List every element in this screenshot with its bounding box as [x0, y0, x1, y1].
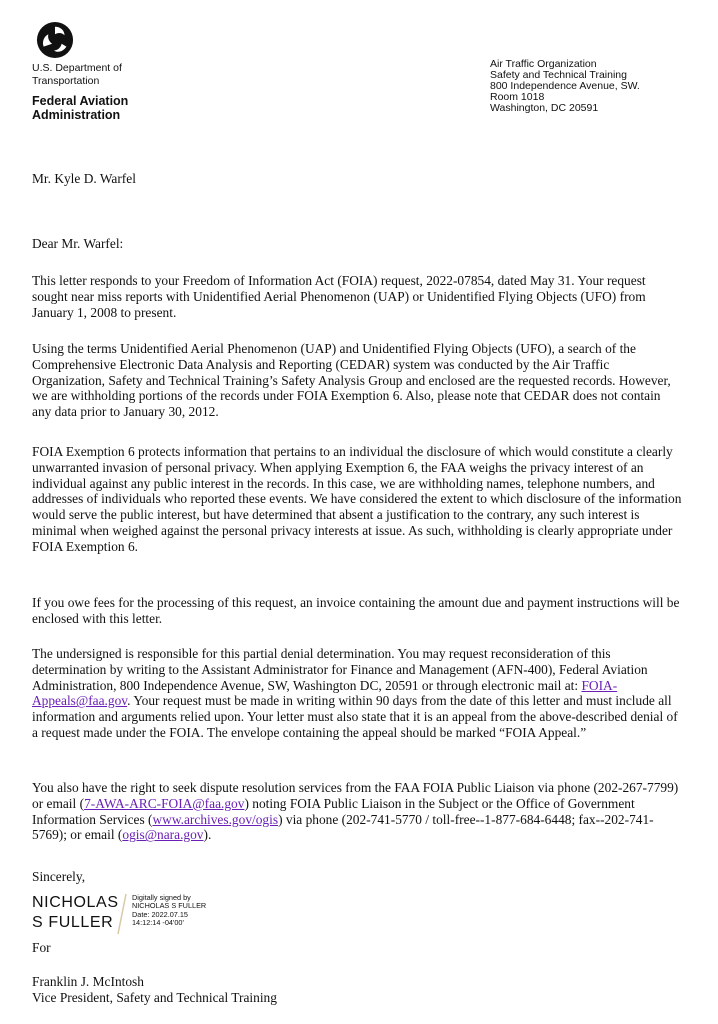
address-line: Washington, DC 20591 — [490, 102, 599, 114]
paragraph-text — [32, 646, 682, 741]
signer-block — [32, 974, 277, 1006]
dot-logo-icon — [36, 21, 74, 59]
agency-name — [32, 94, 128, 122]
ogis-email-link[interactable]: ogis@nara.gov — [122, 827, 204, 843]
dispute-text-2: ) noting FOIA Public Liaison in the Subject or the Office of Government Information Services ( — [32, 795, 635, 827]
paragraph-exemption — [32, 444, 682, 555]
dispute-text-3: ) via phone (202-741-5770 / toll-free--1-877-684-6448; fax--202-741-5769); or email ( — [32, 811, 654, 843]
paragraph-text: If you owe fees for the processing of this request, an invoice containing the amount due and payment instructions will be enclosed with this letter. — [32, 595, 680, 626]
appeal-text-start: The undersigned is responsible for this partial denial determination. You may request reconsideration of this determination by writing to the Assistant Administrator for Finance and Management (AFN-400), Federal Aviation Administration, 800 Independence Avenue, SW, Washington DC, 20591 or through electronic mail at: — [32, 646, 648, 693]
agency-line-2: Administration — [32, 108, 121, 122]
paragraph-text — [32, 780, 682, 843]
salutation: Dear Mr. Warfel: — [32, 236, 124, 251]
paragraph-text: FOIA Exemption 6 protects information that pertains to an individual the disclosure of which would constitute a clearly unwarranted invasion of personal privacy. When applying Exemption 6, the FAA weighs the privacy interest of an individual against any public interest in the records. In this case, we are withholding names, telephone numbers, and addresses of individuals who reported these events. We have considered the extent to which disclosure of the information would serve the public interest, but have determined that absent a justification to the contrary, any such interest is minimal when weighed against the personal privacy interests at issue. As such, withholding is clearly appropriate under FOIA Exemption 6. — [32, 444, 682, 554]
digital-sign-line: Digitally signed by — [132, 893, 191, 902]
paragraph-appeal — [32, 646, 682, 741]
foia-liaison-email-link[interactable]: 7-AWA-ARC-FOIA@faa.gov — [84, 795, 245, 811]
agency-line-1: Federal Aviation — [32, 94, 129, 108]
signature-name-line-1: NICHOLAS — [32, 894, 119, 911]
department-line-1: U.S. Department of — [32, 62, 122, 74]
closing: Sincerely, — [32, 869, 86, 884]
foia-appeals-email-link[interactable]: FOIA-Appeals@faa.gov — [32, 677, 618, 709]
address-line: Air Traffic Organization — [490, 58, 597, 70]
for-label: For — [32, 940, 51, 955]
ogis-website-link[interactable]: www.archives.gov/ogis — [152, 811, 279, 827]
paragraph-request — [32, 273, 682, 320]
signer-title: Vice President, Safety and Technical Training — [32, 990, 277, 1005]
department-line-2: Transportation — [32, 75, 100, 87]
department-name — [32, 62, 122, 88]
office-address — [490, 59, 640, 114]
address-line: Safety and Technical Training — [490, 69, 627, 81]
paragraph-text: This letter responds to your Freedom of Information Act (FOIA) request, 2022-07854, dated May 31. Your request sought near miss reports with Unidentified Aerial Phenomenon (UAP) or Unidentified Flying Objects (UFO) from January 1, 2008 to present. — [32, 273, 646, 320]
paragraph-fees — [32, 595, 682, 627]
dispute-text-1: You also have the right to seek dispute resolution services from the FAA FOIA Public Liaison via phone (202-267-7799) or email ( — [32, 780, 679, 811]
signature-name-line-2: S FULLER — [32, 914, 114, 931]
digital-signature-info — [132, 894, 206, 928]
signer-name: Franklin J. McIntosh — [32, 974, 144, 989]
recipient-name: Mr. Kyle D. Warfel — [32, 171, 136, 186]
signature-name — [32, 893, 119, 933]
paragraph-dispute — [32, 780, 682, 843]
digital-sign-line: NICHOLAS S FULLER — [132, 901, 207, 911]
paragraph-search — [32, 341, 682, 420]
address-line: 800 Independence Avenue, SW. — [490, 80, 640, 92]
digital-sign-line: 14:12:14 -04'00' — [132, 918, 184, 928]
signature-divider-icon — [116, 892, 128, 936]
digital-sign-line: Date: 2022.07.15 — [132, 909, 188, 919]
paragraph-text: Using the terms Unidentified Aerial Phenomenon (UAP) and Unidentified Flying Objects (UFO), a search of the Comprehensive Electronic Data Analysis and Reporting (CEDAR) system was conducted by the Air Traffic Organization, Safety and Technical Training’s Safety Analysis Group and enclosed are the requested records. However, we are withholding portions of the records under FOIA Exemption 6. Also, please note that CEDAR does not contain any data prior to January 30, 2012. — [32, 341, 671, 420]
appeal-text-end: . Your request must be made in writing within 90 days from the date of this letter and must include all information and arguments relied upon. Your letter must also state that it is an appeal from the above-described denial of a request made under the FOIA. The envelope containing the appeal should be marked “FOIA Appeal.” — [32, 693, 678, 740]
dispute-text-4: ). — [203, 827, 212, 843]
address-line: Room 1018 — [490, 91, 545, 103]
